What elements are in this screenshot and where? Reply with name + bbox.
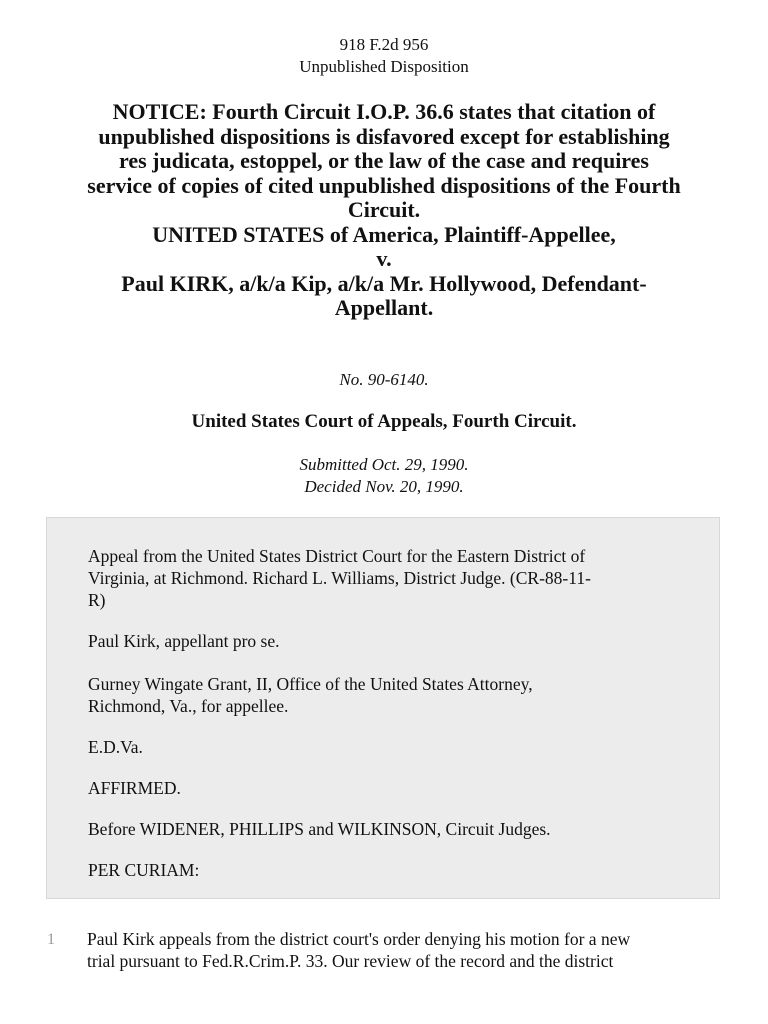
court-name: United States Court of Appeals, Fourth Circuit. [191,411,577,432]
caption-defendant: Paul KIRK, a/k/a Kip, a/k/a Mr. Hollywood, Defendant- [121,270,647,296]
paragraph-line: trial pursuant to Fed.R.Crim.P. 33. Our review of the record and the district [87,951,614,971]
caption-defendant: Appellant. [334,295,434,320]
appellee-counsel-line: Richmond, Va., for appellee. [88,696,289,716]
notice-line: service of copies of cited unpublished dispositions of the Fourth [87,172,681,198]
reporter-citation: 918 F.2d 956 [339,35,429,54]
notice-line: res judicata, estoppel, or the law of the case and requires [118,148,649,173]
notice-line: Circuit. [347,197,421,222]
case-dates [0,454,768,498]
appellee-counsel-line: Gurney Wingate Grant, II, Office of the United States Attorney, [88,674,533,694]
per-curiam: PER CURIAM: [88,860,200,880]
disposition-type: Unpublished Disposition [299,57,469,76]
appeal-origin-line: R) [88,590,106,610]
appeal-origin-line: Virginia, at Richmond. Richard L. Williams, District Judge. (CR-88-11- [88,568,591,588]
decided-date: Decided Nov. 20, 1990. [304,477,464,496]
notice-line: NOTICE: Fourth Circuit I.O.P. 36.6 states that citation of [112,99,656,124]
caption-plaintiff: UNITED STATES of America, Plaintiff-Appellee, [152,221,616,247]
paragraph-number: 1 [47,931,55,948]
appellee-counsel [88,673,688,717]
docket-number: No. 90-6140. [339,370,429,389]
appeal-origin-line: Appeal from the United States District Court for the Eastern District of [88,546,586,566]
judges-panel: Before WIDENER, PHILLIPS and WILKINSON, Circuit Judges. [88,819,551,839]
paragraph-text [87,928,717,972]
appeal-origin [88,545,688,611]
case-title-block [40,100,728,321]
disposition: AFFIRMED. [88,778,181,798]
appellant-counsel: Paul Kirk, appellant pro se. [88,631,280,651]
notice-line: unpublished dispositions is disfavored except for establishing [98,123,670,149]
caption-versus: v. [376,246,392,271]
submitted-date: Submitted Oct. 29, 1990. [299,455,469,474]
district-abbreviation: E.D.Va. [88,737,143,757]
paragraph-line: Paul Kirk appeals from the district court's order denying his motion for a new [87,929,631,949]
case-summary-box [46,517,720,899]
